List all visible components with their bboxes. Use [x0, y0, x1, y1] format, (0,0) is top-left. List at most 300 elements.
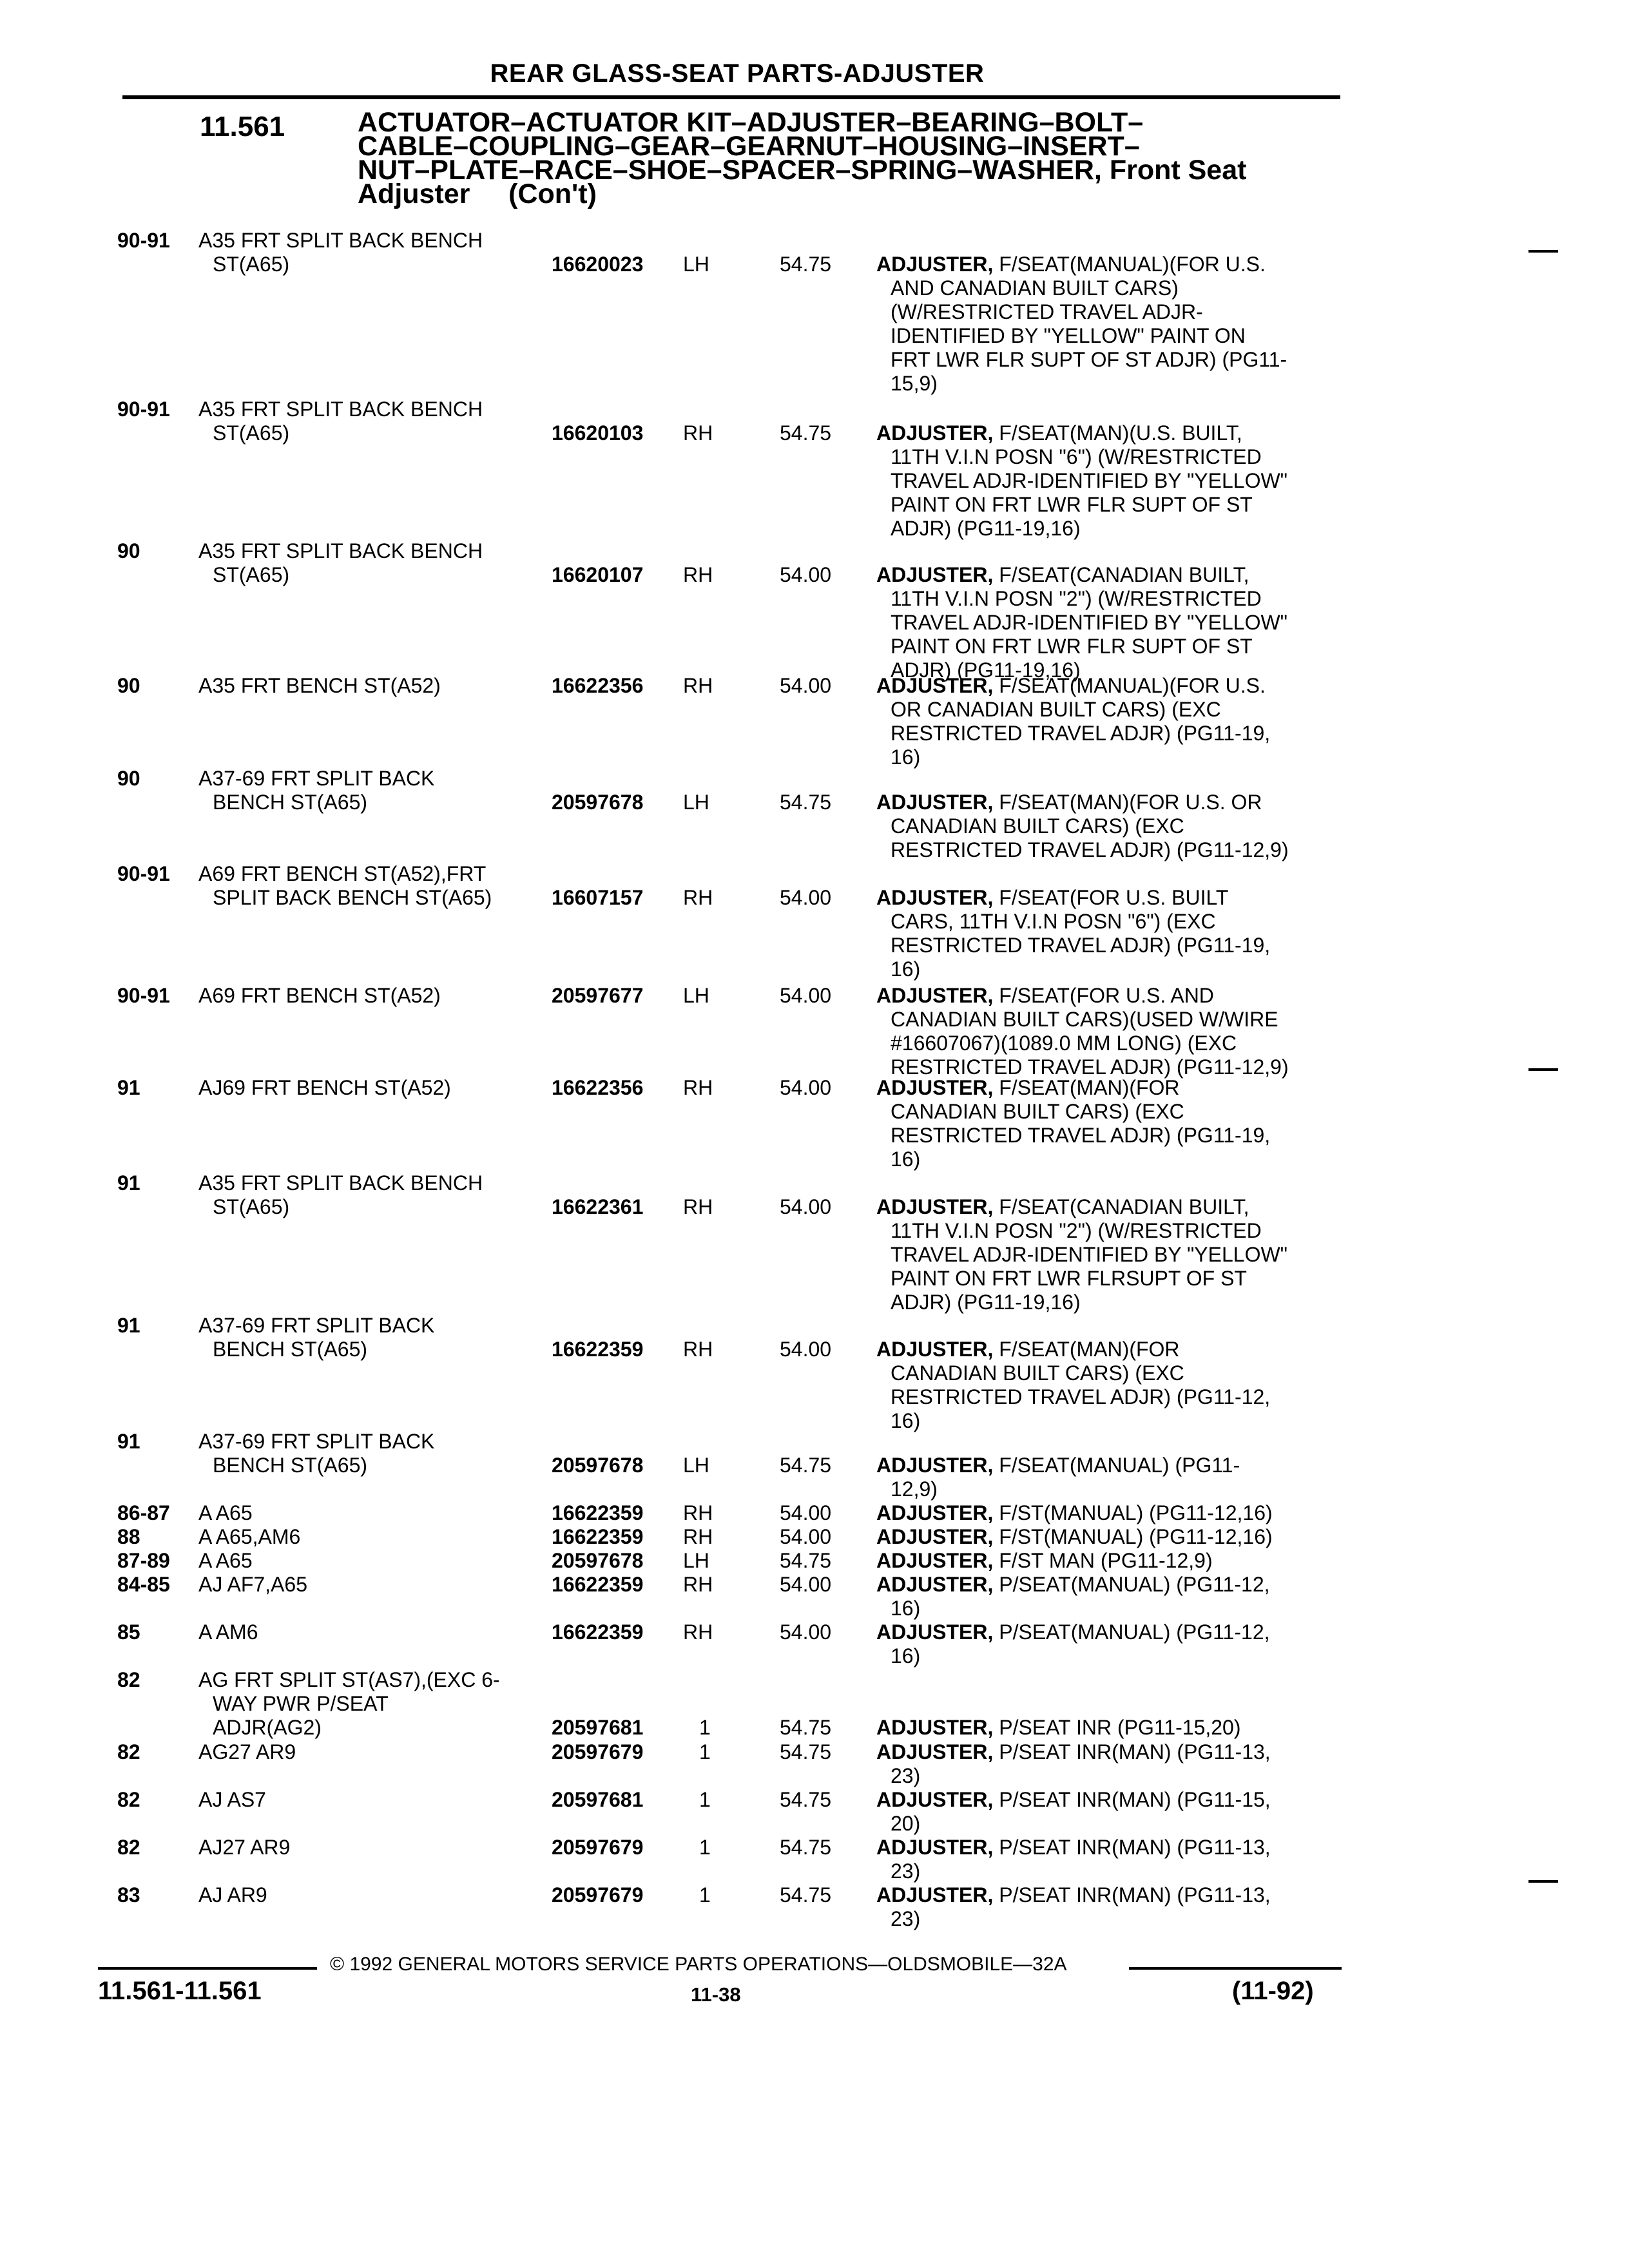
part-price: 54.00: [780, 1338, 832, 1361]
section-heading-line: NUT–PLATE–RACE–SHOE–SPACER–SPRING–WASHER, Front Seat: [358, 155, 1247, 186]
description-line: [876, 1032, 1340, 1055]
footer-rule-right: [1129, 1967, 1342, 1970]
description-line: [876, 469, 1340, 493]
description-text: P/SEAT INR (PG11-15,20): [999, 1716, 1241, 1739]
description-text: CANADIAN BUILT CARS) (EXC: [891, 1100, 1184, 1123]
model-description: [198, 1573, 535, 1597]
description-line: [876, 1788, 1340, 1812]
description-line: [876, 1740, 1340, 1764]
description-keyword: ADJUSTER,: [876, 253, 994, 276]
description-text: 16): [891, 1644, 921, 1667]
part-side: RH: [683, 1620, 713, 1644]
part-price: 54.00: [780, 1076, 832, 1099]
description-text: PAINT ON FRT LWR FLRSUPT OF ST: [891, 1267, 1247, 1290]
model-line: A69 FRT BENCH ST(A52),FRT: [198, 862, 487, 885]
model-line: SPLIT BACK BENCH ST(A65): [213, 886, 492, 909]
description-keyword: ADJUSTER,: [876, 674, 994, 697]
model-description: [198, 1836, 535, 1860]
description-text: F/SEAT(FOR U.S. AND: [999, 984, 1214, 1007]
description-line: [876, 745, 1340, 769]
model-year: 91: [117, 1314, 140, 1337]
description-text: TRAVEL ADJR-IDENTIFIED BY "YELLOW": [891, 611, 1288, 634]
part-price: 54.75: [780, 1740, 832, 1763]
description-text: F/ST MAN (PG11-12,9): [999, 1549, 1213, 1572]
model-line: A35 FRT SPLIT BACK BENCH: [198, 1171, 483, 1195]
description-text: (W/RESTRICTED TRAVEL ADJR-: [891, 300, 1203, 323]
description-text: ADJR) (PG11-19,16): [891, 517, 1081, 540]
description-line: [876, 674, 1340, 698]
model-line: BENCH ST(A65): [213, 791, 368, 814]
margin-mark: [1528, 250, 1558, 253]
part-side: LH: [683, 984, 709, 1007]
description-text: 23): [891, 1764, 921, 1787]
description-line: [876, 276, 1340, 300]
description-text: F/SEAT(MAN)(U.S. BUILT,: [999, 421, 1242, 445]
model-line: BENCH ST(A65): [213, 1338, 368, 1361]
description-text: 20): [891, 1812, 921, 1835]
description-text: RESTRICTED TRAVEL ADJR) (PG11-12,9): [891, 1055, 1289, 1079]
part-side: RH: [683, 886, 713, 909]
model-line: A37-69 FRT SPLIT BACK: [198, 1314, 435, 1337]
model-year: 82: [117, 1836, 140, 1859]
part-number: 20597678: [552, 1549, 644, 1572]
part-price: 54.75: [780, 1788, 832, 1811]
part-price: 54.00: [780, 984, 832, 1007]
model-year: 83: [117, 1883, 140, 1907]
description-text: F/SEAT(MANUAL)(FOR U.S.: [999, 253, 1266, 276]
description-line: [876, 1148, 1340, 1171]
part-price: 54.00: [780, 1195, 832, 1218]
description-text: CANADIAN BUILT CARS) (EXC: [891, 1361, 1184, 1385]
model-year: 82: [117, 1740, 140, 1763]
model-line: ADJR(AG2): [213, 1716, 322, 1739]
part-number: 16622359: [552, 1573, 644, 1596]
part-number: 16607157: [552, 886, 644, 909]
description-line: [876, 1860, 1340, 1883]
description-text: F/SEAT(CANADIAN BUILT,: [999, 1195, 1249, 1218]
description-line: [876, 1836, 1340, 1860]
description-text: 11TH V.I.N POSN "2") (W/RESTRICTED: [891, 587, 1262, 610]
page-title: REAR GLASS-SEAT PARTS-ADJUSTER: [490, 59, 985, 88]
description-text: FRT LWR FLR SUPT OF ST ADJR) (PG11-: [891, 348, 1287, 371]
model-year: 91: [117, 1171, 140, 1195]
description-text: 23): [891, 1860, 921, 1883]
model-description: [198, 1620, 535, 1644]
part-price: 54.75: [780, 421, 832, 445]
part-number: 16620103: [552, 421, 644, 445]
description-keyword: ADJUSTER,: [876, 421, 994, 445]
part-quantity: 1: [699, 1788, 711, 1811]
description-line: [876, 1195, 1340, 1219]
part-description: [876, 421, 1340, 541]
description-line: [876, 421, 1340, 445]
description-text: TRAVEL ADJR-IDENTIFIED BY "YELLOW": [891, 1243, 1288, 1266]
description-text: F/SEAT(MANUAL)(FOR U.S.: [999, 674, 1266, 697]
section-heading: [358, 107, 1350, 209]
footer-date-code: (11-92): [1232, 1977, 1314, 2005]
description-line: [876, 1454, 1340, 1477]
part-side: RH: [683, 1501, 713, 1524]
description-line: [876, 1549, 1340, 1573]
description-text: P/SEAT INR(MAN) (PG11-13,: [999, 1740, 1271, 1763]
part-side: RH: [683, 1338, 713, 1361]
description-line: [876, 1291, 1340, 1314]
description-text: RESTRICTED TRAVEL ADJR) (PG11-12,9): [891, 838, 1289, 861]
model-line: A35 FRT SPLIT BACK BENCH: [198, 229, 483, 252]
model-description: [198, 1668, 535, 1740]
model-line: A69 FRT BENCH ST(A52): [198, 984, 441, 1007]
description-text: F/SEAT(MAN)(FOR U.S. OR: [999, 791, 1262, 814]
description-text: P/SEAT INR(MAN) (PG11-13,: [999, 1836, 1271, 1859]
description-line: [876, 1525, 1340, 1549]
part-description: [876, 1716, 1340, 1740]
model-description: [198, 1076, 535, 1100]
section-heading-line: [358, 178, 1350, 209]
part-side: RH: [683, 1076, 713, 1099]
part-price: 54.75: [780, 1836, 832, 1859]
description-text: RESTRICTED TRAVEL ADJR) (PG11-12,: [891, 1385, 1271, 1408]
part-number: 20597679: [552, 1836, 644, 1859]
description-line: [876, 1100, 1340, 1124]
description-text: F/SEAT(CANADIAN BUILT,: [999, 563, 1249, 586]
description-keyword: ADJUSTER,: [876, 1716, 994, 1739]
part-description: [876, 791, 1340, 862]
model-description: [198, 674, 535, 698]
description-line: [876, 1361, 1340, 1385]
description-line: [876, 1620, 1340, 1644]
model-year: 86-87: [117, 1501, 170, 1524]
description-line: [876, 1573, 1340, 1597]
part-price: 54.00: [780, 1620, 832, 1644]
description-text: ADJR) (PG11-19,16): [891, 1291, 1081, 1314]
description-line: [876, 934, 1340, 957]
section-heading-last: Adjuster: [358, 178, 470, 209]
description-text: F/SEAT(FOR U.S. BUILT: [999, 886, 1229, 909]
part-side: LH: [683, 253, 709, 276]
description-line: [876, 1597, 1340, 1620]
description-text: 16): [891, 1409, 921, 1432]
model-line: A35 FRT SPLIT BACK BENCH: [198, 539, 483, 562]
section-number: 11.561: [200, 111, 285, 142]
part-description: [876, 563, 1340, 682]
part-number: 16622361: [552, 1195, 644, 1218]
description-line: [876, 300, 1340, 324]
part-quantity: 1: [699, 1740, 711, 1763]
description-line: [876, 372, 1340, 396]
section-heading-line: CABLE–COUPLING–GEAR–GEARNUT–HOUSING–INSERT–: [358, 131, 1140, 162]
description-line: [876, 1716, 1340, 1740]
description-line: [876, 635, 1340, 658]
part-price: 54.00: [780, 1501, 832, 1524]
description-text: AND CANADIAN BUILT CARS): [891, 276, 1179, 300]
part-price: 54.75: [780, 1883, 832, 1907]
model-year: 90: [117, 767, 140, 790]
model-line: WAY PWR P/SEAT: [213, 1692, 389, 1715]
description-text: CARS, 11TH V.I.N POSN "6") (EXC: [891, 910, 1216, 933]
part-number: 16622359: [552, 1525, 644, 1548]
description-line: [876, 1267, 1340, 1291]
description-keyword: ADJUSTER,: [876, 1836, 994, 1859]
model-description: [198, 1430, 535, 1477]
description-line: [876, 910, 1340, 934]
description-line: [876, 587, 1340, 611]
description-line: [876, 1501, 1340, 1525]
part-price: 54.75: [780, 253, 832, 276]
part-side: LH: [683, 791, 709, 814]
description-line: [876, 1385, 1340, 1409]
footer-page-number: 11-38: [691, 1983, 741, 2006]
part-number: 20597678: [552, 1454, 644, 1477]
description-keyword: ADJUSTER,: [876, 886, 994, 909]
description-line: [876, 348, 1340, 372]
part-description: [876, 1740, 1340, 1788]
model-line: AJ AF7,A65: [198, 1573, 307, 1596]
description-line: [876, 1644, 1340, 1668]
part-number: 20597677: [552, 984, 644, 1007]
description-line: [876, 1008, 1340, 1032]
model-line: AJ69 FRT BENCH ST(A52): [198, 1076, 451, 1099]
part-price: 54.00: [780, 674, 832, 697]
description-line: [876, 1076, 1340, 1100]
description-text: CANADIAN BUILT CARS) (EXC: [891, 814, 1184, 838]
section-continued: (Con't): [508, 178, 597, 209]
model-description: [198, 1171, 535, 1219]
part-side: RH: [683, 674, 713, 697]
part-side: RH: [683, 1195, 713, 1218]
model-line: AJ27 AR9: [198, 1836, 291, 1859]
part-number: 16622359: [552, 1501, 644, 1524]
part-quantity: 1: [699, 1883, 711, 1907]
description-text: F/ST(MANUAL) (PG11-12,16): [999, 1501, 1273, 1524]
description-line: [876, 1338, 1340, 1361]
description-keyword: ADJUSTER,: [876, 1076, 994, 1099]
description-keyword: ADJUSTER,: [876, 1740, 994, 1763]
part-side: RH: [683, 1573, 713, 1596]
model-line: A35 FRT SPLIT BACK BENCH: [198, 398, 483, 421]
part-number: 20597681: [552, 1788, 644, 1811]
description-text: 11TH V.I.N POSN "2") (W/RESTRICTED: [891, 1219, 1262, 1242]
description-text: 15,9): [891, 372, 938, 395]
part-number: 20597678: [552, 791, 644, 814]
part-description: [876, 253, 1340, 396]
part-description: [876, 1620, 1340, 1668]
part-number: 16622356: [552, 674, 644, 697]
footer-section-range: 11.561-11.561: [98, 1977, 262, 2005]
description-text: F/SEAT(MANUAL) (PG11-: [999, 1454, 1240, 1477]
model-year: 91: [117, 1076, 140, 1099]
model-year: 90-91: [117, 229, 170, 252]
part-price: 54.00: [780, 886, 832, 909]
part-side: LH: [683, 1549, 709, 1572]
description-line: [876, 324, 1340, 348]
model-year: 90: [117, 539, 140, 562]
description-line: [876, 1219, 1340, 1243]
model-line: A35 FRT BENCH ST(A52): [198, 674, 441, 697]
description-keyword: ADJUSTER,: [876, 563, 994, 586]
description-keyword: ADJUSTER,: [876, 984, 994, 1007]
description-text: PAINT ON FRT LWR FLR SUPT OF ST: [891, 635, 1253, 658]
description-text: P/SEAT(MANUAL) (PG11-12,: [999, 1573, 1270, 1596]
part-description: [876, 1525, 1340, 1549]
part-number: 20597681: [552, 1716, 644, 1739]
part-number: 16622359: [552, 1338, 644, 1361]
model-description: [198, 539, 535, 587]
part-number: 16620023: [552, 253, 644, 276]
model-line: BENCH ST(A65): [213, 1454, 368, 1477]
model-line: A A65,AM6: [198, 1525, 301, 1548]
description-text: RESTRICTED TRAVEL ADJR) (PG11-19,: [891, 1124, 1271, 1147]
description-line: [876, 1764, 1340, 1788]
description-text: P/SEAT INR(MAN) (PG11-15,: [999, 1788, 1271, 1811]
model-year: 82: [117, 1788, 140, 1811]
part-description: [876, 1195, 1340, 1314]
model-line: AJ AR9: [198, 1883, 267, 1907]
description-keyword: ADJUSTER,: [876, 1549, 994, 1572]
part-number: 16622359: [552, 1620, 644, 1644]
part-description: [876, 674, 1340, 769]
part-price: 54.00: [780, 563, 832, 586]
header-rule: [122, 95, 1340, 99]
description-line: [876, 445, 1340, 469]
part-description: [876, 1338, 1340, 1433]
model-year: 91: [117, 1430, 140, 1453]
model-line: A A65: [198, 1501, 253, 1524]
model-year: 90-91: [117, 984, 170, 1007]
description-text: ADJR) (PG11-19,16): [891, 658, 1081, 682]
part-price: 54.75: [780, 1454, 832, 1477]
part-description: [876, 1836, 1340, 1883]
section-heading-line: ACTUATOR–ACTUATOR KIT–ADJUSTER–BEARING–BOLT–: [358, 107, 1144, 138]
description-keyword: ADJUSTER,: [876, 1573, 994, 1596]
description-text: RESTRICTED TRAVEL ADJR) (PG11-19,: [891, 934, 1271, 957]
model-line: AG27 AR9: [198, 1740, 296, 1763]
part-description: [876, 1549, 1340, 1573]
model-year: 90-91: [117, 862, 170, 885]
part-description: [876, 1076, 1340, 1171]
description-keyword: ADJUSTER,: [876, 1525, 994, 1548]
description-keyword: ADJUSTER,: [876, 1501, 994, 1524]
model-year: 90-91: [117, 398, 170, 421]
description-text: RESTRICTED TRAVEL ADJR) (PG11-19,: [891, 722, 1271, 745]
part-number: 16622356: [552, 1076, 644, 1099]
model-description: [198, 398, 535, 445]
model-line: AG FRT SPLIT ST(AS7),(EXC 6-: [198, 1668, 500, 1691]
description-text: 16): [891, 957, 921, 981]
description-text: TRAVEL ADJR-IDENTIFIED BY "YELLOW": [891, 469, 1288, 492]
part-side: LH: [683, 1454, 709, 1477]
model-line: A37-69 FRT SPLIT BACK: [198, 767, 435, 790]
description-line: [876, 563, 1340, 587]
description-text: OR CANADIAN BUILT CARS) (EXC: [891, 698, 1221, 721]
part-price: 54.00: [780, 1573, 832, 1596]
part-quantity: 1: [699, 1836, 711, 1859]
model-description: [198, 862, 535, 910]
description-keyword: ADJUSTER,: [876, 1338, 994, 1361]
description-text: P/SEAT(MANUAL) (PG11-12,: [999, 1620, 1270, 1644]
description-keyword: ADJUSTER,: [876, 1620, 994, 1644]
description-line: [876, 1477, 1340, 1501]
description-line: [876, 517, 1340, 541]
model-description: [198, 229, 535, 276]
part-price: 54.75: [780, 791, 832, 814]
model-year: 90: [117, 674, 140, 697]
description-line: [876, 1243, 1340, 1267]
description-line: [876, 838, 1340, 862]
margin-mark: [1528, 1880, 1558, 1883]
part-number: 16620107: [552, 563, 644, 586]
description-keyword: ADJUSTER,: [876, 1195, 994, 1218]
model-line: ST(A65): [213, 1195, 290, 1218]
description-line: [876, 1812, 1340, 1836]
description-text: 16): [891, 1148, 921, 1171]
description-text: F/SEAT(MAN)(FOR: [999, 1076, 1180, 1099]
part-description: [876, 984, 1340, 1079]
description-keyword: ADJUSTER,: [876, 1788, 994, 1811]
description-text: 16): [891, 1597, 921, 1620]
part-side: RH: [683, 1525, 713, 1548]
description-text: F/ST(MANUAL) (PG11-12,16): [999, 1525, 1273, 1548]
part-description: [876, 1454, 1340, 1501]
description-line: [876, 1907, 1340, 1931]
part-side: RH: [683, 421, 713, 445]
model-description: [198, 1788, 535, 1812]
description-keyword: ADJUSTER,: [876, 1883, 994, 1907]
description-line: [876, 1883, 1340, 1907]
part-number: 20597679: [552, 1883, 644, 1907]
part-description: [876, 1883, 1340, 1931]
description-line: [876, 957, 1340, 981]
description-keyword: ADJUSTER,: [876, 1454, 994, 1477]
footer-rule-left: [98, 1967, 317, 1970]
description-line: [876, 886, 1340, 910]
model-line: ST(A65): [213, 421, 290, 445]
description-text: P/SEAT INR(MAN) (PG11-13,: [999, 1883, 1271, 1907]
description-line: [876, 984, 1340, 1008]
description-text: PAINT ON FRT LWR FLR SUPT OF ST: [891, 493, 1253, 516]
description-line: [876, 493, 1340, 517]
model-line: ST(A65): [213, 563, 290, 586]
description-text: 11TH V.I.N POSN "6") (W/RESTRICTED: [891, 445, 1262, 468]
model-line: AJ AS7: [198, 1788, 266, 1811]
description-line: [876, 814, 1340, 838]
part-description: [876, 1501, 1340, 1525]
model-description: [198, 1883, 535, 1907]
model-description: [198, 984, 535, 1008]
description-line: [876, 1409, 1340, 1433]
description-text: CANADIAN BUILT CARS)(USED W/WIRE: [891, 1008, 1278, 1031]
model-year: 82: [117, 1668, 140, 1691]
model-description: [198, 1314, 535, 1361]
model-description: [198, 1501, 535, 1525]
part-number: 20597679: [552, 1740, 644, 1763]
description-text: F/SEAT(MAN)(FOR: [999, 1338, 1180, 1361]
part-price: 54.75: [780, 1549, 832, 1572]
model-year: 87-89: [117, 1549, 170, 1572]
margin-mark: [1528, 1068, 1558, 1071]
model-description: [198, 1549, 535, 1573]
model-description: [198, 1740, 535, 1764]
model-line: ST(A65): [213, 253, 290, 276]
description-keyword: ADJUSTER,: [876, 791, 994, 814]
description-line: [876, 698, 1340, 722]
part-quantity: 1: [699, 1716, 711, 1739]
model-year: 84-85: [117, 1573, 170, 1596]
part-price: 54.75: [780, 1716, 832, 1739]
model-description: [198, 1525, 535, 1549]
description-line: [876, 722, 1340, 745]
model-description: [198, 767, 535, 814]
description-text: IDENTIFIED BY "YELLOW" PAINT ON: [891, 324, 1246, 347]
